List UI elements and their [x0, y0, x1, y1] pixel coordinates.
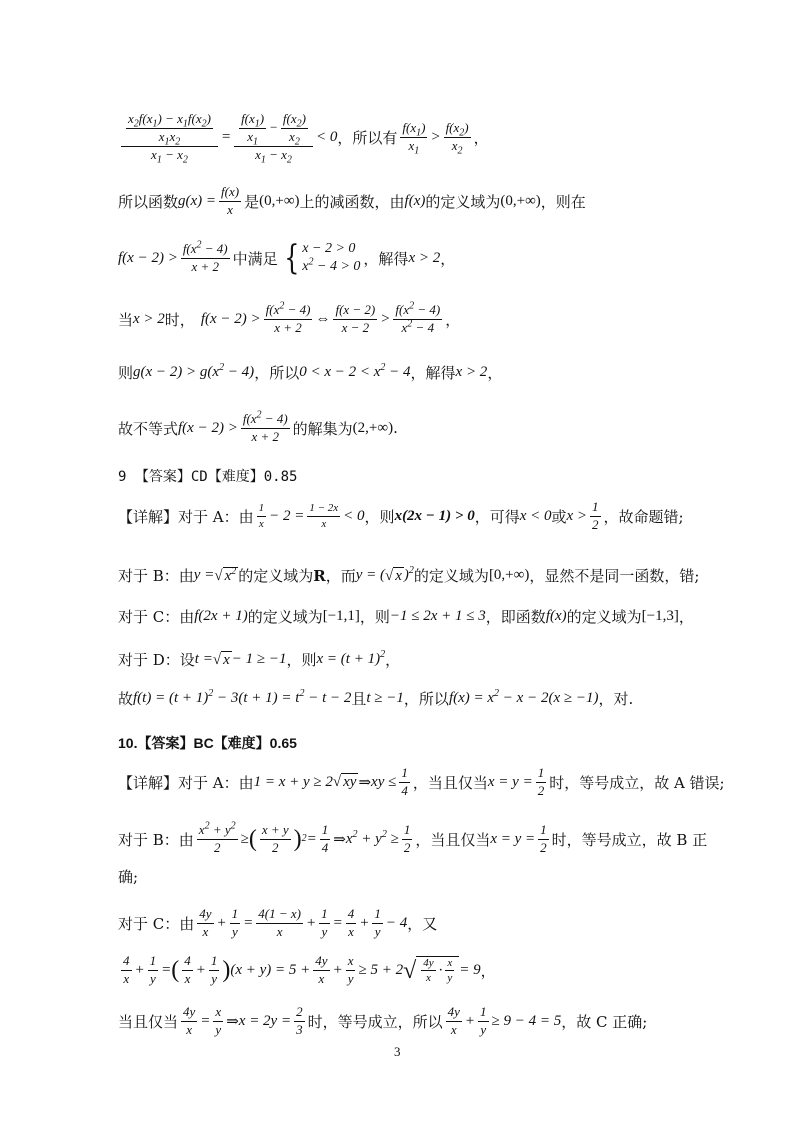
text-so: 所以有 [352, 128, 398, 147]
q10-detail-b-cont: 确; [118, 868, 139, 886]
compound-fraction-1: $\frac{\frac{x_2f(x_1) - x_1f(x_2)}{x_1x_2}}{x_1 - x_2}$ [121, 112, 218, 163]
q9-detail-c: 对于 C：由 f(2x + 1) 的定义域为 [−1,1] ，则 −1 ≤ 2x + 1 ≤ 3 ，即函数 f(x) 的定义域为 [−1,3] ， [118, 608, 694, 626]
q9-detail-d-result: 故 $f(t) = (t + 1)^2 - 3(t + 1) = t^2 - t - 2$ 且 t ≥ −1 ，所以 $f(x) = x^2 - x - 2(x \ge -1)$ ，对. [118, 688, 634, 708]
q10-detail-b: 对于 B：由 $\frac{x^2 + y^2}{2}$ ≥ ( $\frac{x + y}{2}$ ) 2 = $\frac{1}{4}$ ⇒ $x^2 + y^2$ ≥ $\frac{1}{2}$ ，当且仅当 x = y = $\frac{1}{2}$ 时，等号成立，故 B 正 [118, 820, 708, 855]
line-g-inequality: 则 $g(x - 2) > g(x^2 - 4)$ ，所以 $0 < x - 2 < x^2 - 4$ ，解得 x > 2 ， [118, 362, 503, 382]
line-fraction-inequality: $\frac{\frac{x_2f(x_1) - x_1f(x_2)}{x_1x_2}}{x_1 - x_2}$ = $\frac{f(x_1)}{x_1}$ − $\frac{f(x_2)}{x_2}$ $x_1 - x_2$ < 0 ， 所以有 $\frac{f(x_1)}{x_1}$ > $\frac{f(x_2)}{x_2}$ ， [118, 112, 740, 163]
q9-answer-header: 9 【答案】CD【难度】0.85 [118, 469, 298, 485]
q10-detail-c-conclusion: 当且仅当 $\frac{4y}{x}$ = $\frac{x}{y}$ ⇒ x = 2y = $\frac{2}{3}$ 时，等号成立，所以 $\frac{4y}{x}$ + $\frac{1}{y}$ ≥ 9 − 4 = 5 ，故 C 正确; [118, 1004, 648, 1037]
q10-detail-c: 对于 C：由 $\frac{4y}{x}$ + $\frac{1}{y}$ = $\frac{4(1 - x)}{x}$ + $\frac{1}{y}$ = $\frac{4}{x}$ + $\frac{1}{y}$ − 4 ，又 [118, 906, 438, 939]
q10-detail-a: 【详解】对于 A：由 1 = x + y ≥ 2 √ xy ⇒ xy ≤ $\frac{1}{4}$ ，当且仅当 x = y = $\frac{1}{2}$ 时，等号成立，故 A 错误; [118, 765, 725, 798]
q10-detail-c-expand: $\frac{4}{x}$ + $\frac{1}{y}$ = ( $\frac{4}{x}$ + $\frac{1}{y}$ ) (x + y) = 5 + $\frac{4y}{x}$ + $\frac{x}{y}$ ≥ 5 + 2 √ $\frac{4y}{x}$ · $\frac{x}{y}$ = 9 ， [123, 953, 496, 986]
line-decreasing-function: 所以函数 g(x) = $\frac{f(x)}{x}$ 是 (0,+∞) 上的减函数，由 f(x) 的定义域为 (0,+∞) ，则在 [118, 184, 586, 217]
comma: ， [337, 128, 353, 147]
q9-detail-b: 对于 B：由 y = √ $x^2$ 的定义域为 R ，而 y = ( √ x )$^2$ 的定义域为 [0,+∞) ，显然不是同一函数，错; [118, 565, 700, 585]
compound-fraction-2: $\frac{f(x_1)}{x_1}$ − $\frac{f(x_2)}{x_2}$ $x_1 - x_2$ [234, 112, 313, 163]
line-solution-set: 故不等式 f(x − 2) > $\frac{f(x^2 - 4)}{x + 2}$ 的解集为 (2,+∞) . [118, 409, 398, 444]
case-system: { x − 2 > 0 $x^2 - 4 > 0$ [283, 238, 361, 279]
q9-detail-d: 对于 D：设 t = √ x − 1 ≥ −1 ，则 $x = (t + 1)^2$ ， [118, 649, 401, 669]
line-condition-system: f(x − 2) > $\frac{f(x^2 - 4)}{x + 2}$ 中满足 { x − 2 > 0 $x^2 - 4 > 0$ ，解得 x > 2 ， [118, 238, 456, 279]
page-number: 3 [394, 1044, 401, 1059]
line-equivalence: 当 x > 2 时， f(x − 2) > $\frac{f(x^2 - 4)}{x + 2}$ ⇔ $\frac{f(x - 2)}{x - 2}$ > $\frac{f(x^2 - 4)}{x^2 - 4}$ ， [118, 300, 461, 335]
q10-answer-header: 10.【答案】BC【难度】0.65 [118, 735, 297, 751]
q9-detail-a: 【详解】对于 A：由 $\frac{1}{x}$ − 2 = $\frac{1 - 2x}{x}$ < 0 ，则 x(2x − 1) > 0 ，可得 x < 0 或 x > $\frac{1}{2}$ ，故命题错; [118, 499, 684, 532]
